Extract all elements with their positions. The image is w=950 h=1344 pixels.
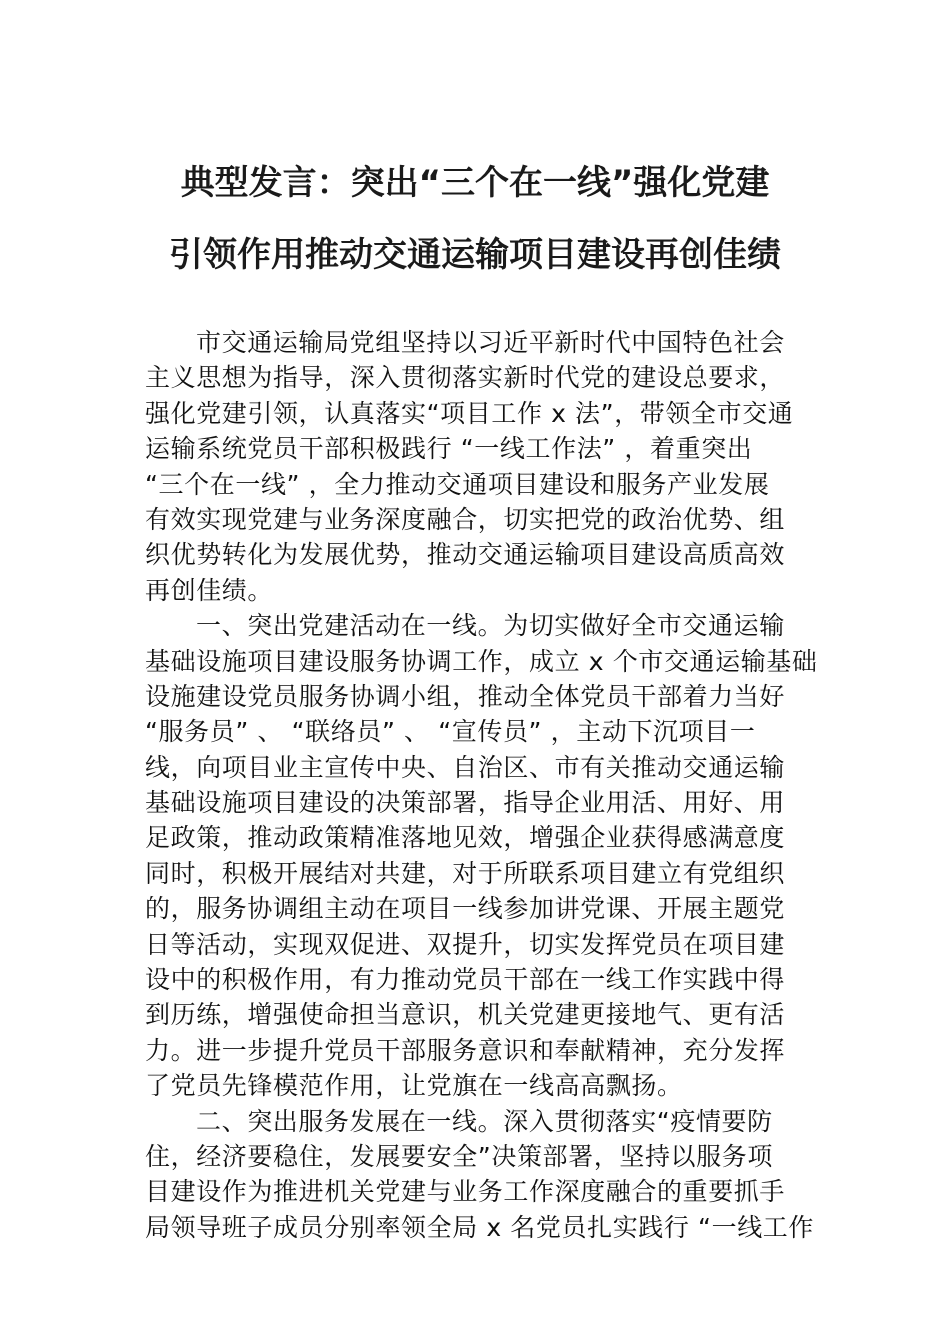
title-line-1: 典型发言：突出“三个在一线”强化党建 (180, 163, 770, 203)
paragraph-line: 主义思想为指导，深入贯彻落实新时代党的建设总要求， (145, 363, 786, 393)
paragraph-line: 强化党建引领，认真落实“项目工作 x 法”，带领全市交通 (145, 398, 794, 428)
paragraph-line: “服务员” 、 “联络员” 、 “宣传员” ，主动下沉项目一 (145, 717, 756, 747)
paragraph-line: 到历练，增强使命担当意识，机关党建更接地气、更有活 (145, 1000, 786, 1030)
paragraph-line: 设中的积极作用，有力推动党员干部在一线工作实践中得 (145, 965, 786, 995)
paragraph-line: 目建设作为推进机关党建与业务工作深度融合的重要抓手 (145, 1177, 786, 1207)
title-line-2: 引领作用推动交通运输项目建设再创佳绩 (169, 235, 781, 275)
paragraph-line: 再创佳绩。 (145, 575, 274, 605)
section-heading-line: 二、突出服务发展在一线。深入贯彻落实“疫情要防 (196, 1106, 773, 1136)
paragraph-line: 的，服务协调组主动在项目一线参加讲党课、开展主题党 (145, 894, 786, 924)
paragraph-line: 线，向项目业主宣传中央、自治区、市有关推动交通运输 (145, 752, 786, 782)
paragraph-line: 基础设施项目建设的决策部署，指导企业用活、用好、用 (145, 788, 786, 818)
paragraph-line: 基础设施项目建设服务协调工作，成立 x 个市交通运输基础 (145, 646, 818, 676)
paragraph-line: 织优势转化为发展优势，推动交通运输项目建设高质高效 (145, 540, 786, 570)
paragraph-line: “三个在一线” ，全力推动交通项目建设和服务产业发展 (145, 469, 770, 499)
paragraph-line: 了党员先锋模范作用，让党旗在一线高高飘扬。 (145, 1071, 683, 1101)
paragraph-line: 力。进一步提升党员干部服务意识和奉献精神，充分发挥 (145, 1035, 786, 1065)
document-body (145, 325, 818, 1245)
paragraph-line: 住，经济要稳住，发展要安全”决策部署，坚持以服务项 (145, 1141, 773, 1171)
paragraph-line: 设施建设党员服务协调小组，推动全体党员干部着力当好 (145, 681, 786, 711)
document-title (0, 163, 950, 275)
section-heading-line: 一、突出党建活动在一线。为切实做好全市交通运输 (196, 611, 785, 641)
paragraph-line: 市交通运输局党组坚持以习近平新时代中国特色社会 (196, 328, 785, 357)
paragraph-line: 运输系统党员干部积极践行 “一线工作法” ，着重突出 (145, 434, 753, 464)
paragraph-line: 同时，积极开展结对共建，对于所联系项目建立有党组织 (145, 858, 786, 888)
paragraph-line: 足政策，推动政策精准落地见效，增强企业获得感满意度 (145, 823, 786, 853)
paragraph-line: 有效实现党建与业务深度融合，切实把党的政治优势、组 (145, 504, 786, 534)
paragraph-line: 局领导班子成员分别率领全局 x 名党员扎实践行 “一线工作 (145, 1212, 814, 1242)
paragraph-line: 日等活动，实现双促进、双提升，切实发挥党员在项目建 (145, 929, 786, 959)
